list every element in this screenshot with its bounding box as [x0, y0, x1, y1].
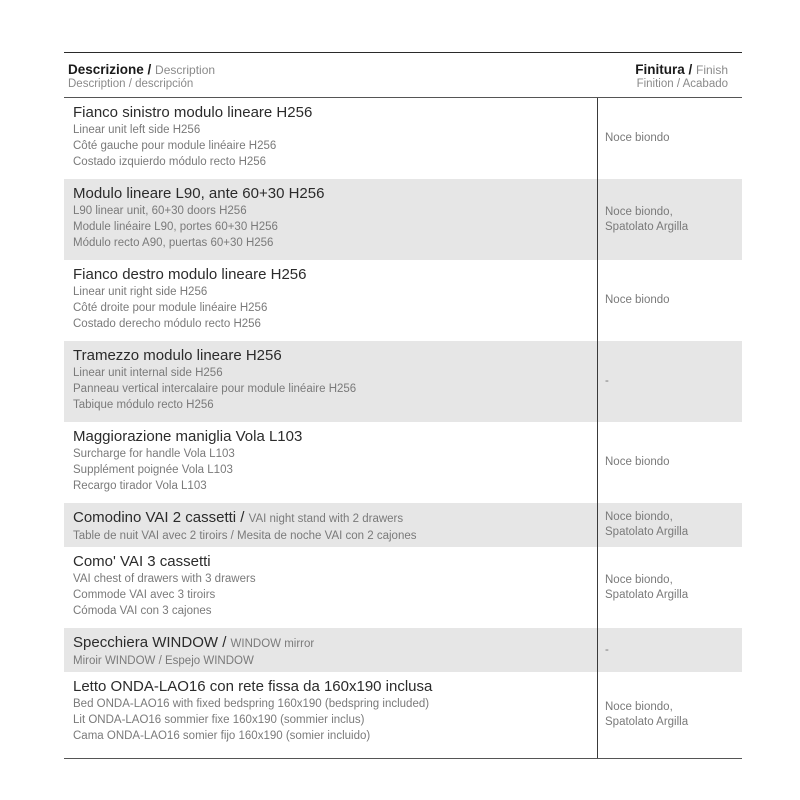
description-cell	[64, 98, 598, 179]
header-desc-main: Descrizione /	[68, 62, 152, 77]
finish-table	[64, 52, 742, 759]
finish-values	[605, 293, 670, 308]
item-title-line	[73, 347, 597, 365]
finish-cell	[598, 98, 742, 179]
item-title: Specchiera WINDOW /	[73, 634, 227, 651]
finish-value: Spatolato Argilla	[605, 220, 689, 233]
item-title: Fianco sinistro modulo lineare H256	[73, 104, 313, 121]
finish-values	[605, 131, 670, 146]
finish-cell	[598, 422, 742, 503]
table-row	[64, 260, 742, 341]
finish-value: Spatolato Argilla	[605, 526, 689, 538]
item-translation: Recargo tirador Vola L103	[73, 480, 207, 492]
header-fin-main: Finitura /	[635, 62, 693, 77]
finish-value: Noce biondo,	[605, 701, 673, 713]
finish-value: Noce biondo,	[605, 511, 673, 523]
description-cell	[64, 422, 598, 503]
description-cell	[64, 179, 598, 260]
item-title-line	[73, 266, 597, 284]
item-translation: Costado izquierdo módulo recto H256	[73, 156, 267, 168]
item-title-translation: VAI night stand with 2 drawers	[248, 513, 404, 525]
table-row	[64, 341, 742, 422]
finish-values	[605, 700, 688, 730]
finish-values	[605, 510, 688, 540]
item-title-translation: WINDOW mirror	[230, 638, 315, 650]
finish-values	[605, 643, 609, 658]
item-translation: Cómoda VAI con 3 cajones	[73, 605, 212, 617]
item-translation: Module linéaire L90, portes 60+30 H256	[73, 221, 278, 233]
finish-value: Spatolato Argilla	[605, 716, 689, 728]
bottom-rule	[64, 758, 742, 759]
item-translation: L90 linear unit, 60+30 doors H256	[73, 205, 247, 217]
header-fin-en: Finish	[695, 63, 728, 77]
item-title: Fianco destro modulo lineare H256	[73, 266, 307, 283]
table-row	[64, 98, 742, 179]
finish-value: -	[605, 643, 609, 656]
item-title: Modulo lineare L90, ante 60+30 H256	[73, 185, 325, 202]
header-description	[64, 53, 614, 97]
finish-value: Noce biondo	[605, 456, 670, 468]
header-desc-sub: Description / descripción	[68, 78, 194, 90]
finish-cell	[598, 179, 742, 260]
description-cell	[64, 672, 598, 758]
item-title-line	[73, 678, 597, 696]
header-fin-sub: Finition / Acabado	[636, 78, 728, 90]
finish-cell	[598, 628, 742, 672]
finish-value: -	[605, 375, 609, 387]
item-translation: Côté gauche pour module linéaire H256	[73, 140, 277, 152]
item-title-line	[73, 185, 597, 203]
item-translation: Supplément poignée Vola L103	[73, 464, 233, 476]
header-finish	[614, 53, 742, 97]
item-translation: Linear unit right side H256	[73, 286, 208, 298]
item-title: Letto ONDA-LAO16 con rete fissa da 160x190 inclusa	[73, 678, 433, 695]
finish-values	[605, 573, 688, 603]
description-cell	[64, 628, 598, 672]
item-title-line	[73, 553, 597, 571]
item-translation: Costado derecho módulo recto H256	[73, 318, 261, 330]
item-translation: VAI chest of drawers with 3 drawers	[73, 573, 256, 585]
item-translation: Panneau vertical intercalaire pour module linéaire H256	[73, 383, 357, 395]
table-row	[64, 672, 742, 758]
item-translation: Tabique módulo recto H256	[73, 399, 214, 411]
description-cell	[64, 503, 598, 547]
finish-cell	[598, 547, 742, 628]
item-title-line	[73, 509, 597, 528]
table-row	[64, 503, 742, 547]
finish-values	[605, 374, 609, 389]
table-row	[64, 422, 742, 503]
item-translation: Surcharge for handle Vola L103	[73, 448, 235, 460]
description-cell	[64, 260, 598, 341]
finish-cell	[598, 341, 742, 422]
item-translation: Côté droite pour module linéaire H256	[73, 302, 268, 314]
item-translation: Table de nuit VAI avec 2 tiroirs / Mesita de noche VAI con 2 cajones	[73, 530, 417, 542]
item-translation: Commode VAI avec 3 tiroirs	[73, 589, 216, 601]
item-translation: Linear unit internal side H256	[73, 367, 223, 379]
description-cell	[64, 341, 598, 422]
item-translation: Miroir WINDOW / Espejo WINDOW	[73, 655, 254, 667]
item-title-line	[73, 634, 597, 653]
item-title: Maggiorazione maniglia Vola L103	[73, 428, 303, 445]
item-title: Comodino VAI 2 cassetti /	[73, 509, 245, 526]
finish-value: Noce biondo	[605, 132, 670, 144]
item-translation: Módulo recto A90, puertas 60+30 H256	[73, 237, 274, 249]
item-title: Como' VAI 3 cassetti	[73, 553, 211, 570]
finish-cell	[598, 672, 742, 758]
finish-value: Spatolato Argilla	[605, 588, 689, 601]
finish-value: Noce biondo	[605, 294, 670, 306]
item-title-line	[73, 428, 597, 446]
table-body	[64, 98, 742, 758]
item-translation: Lit ONDA-LAO16 sommier fixe 160x190 (sommier inclus)	[73, 714, 365, 726]
finish-value: Noce biondo,	[605, 205, 673, 218]
table-header	[64, 53, 742, 98]
description-cell	[64, 547, 598, 628]
table-row	[64, 179, 742, 260]
item-translation: Bed ONDA-LAO16 with fixed bedspring 160x190 (bedspring included)	[73, 698, 430, 710]
table-row	[64, 547, 742, 628]
table-row	[64, 628, 742, 672]
finish-values	[605, 455, 670, 470]
finish-value: Noce biondo,	[605, 573, 673, 586]
finish-cell	[598, 260, 742, 341]
item-title: Tramezzo modulo lineare H256	[73, 347, 282, 364]
finish-values	[605, 205, 688, 235]
item-translation: Cama ONDA-LAO16 somier fijo 160x190 (somier incluido)	[73, 730, 371, 742]
item-title-line	[73, 104, 597, 122]
finish-cell	[598, 503, 742, 547]
item-translation: Linear unit left side H256	[73, 124, 201, 136]
header-desc-en: Description	[155, 63, 216, 77]
